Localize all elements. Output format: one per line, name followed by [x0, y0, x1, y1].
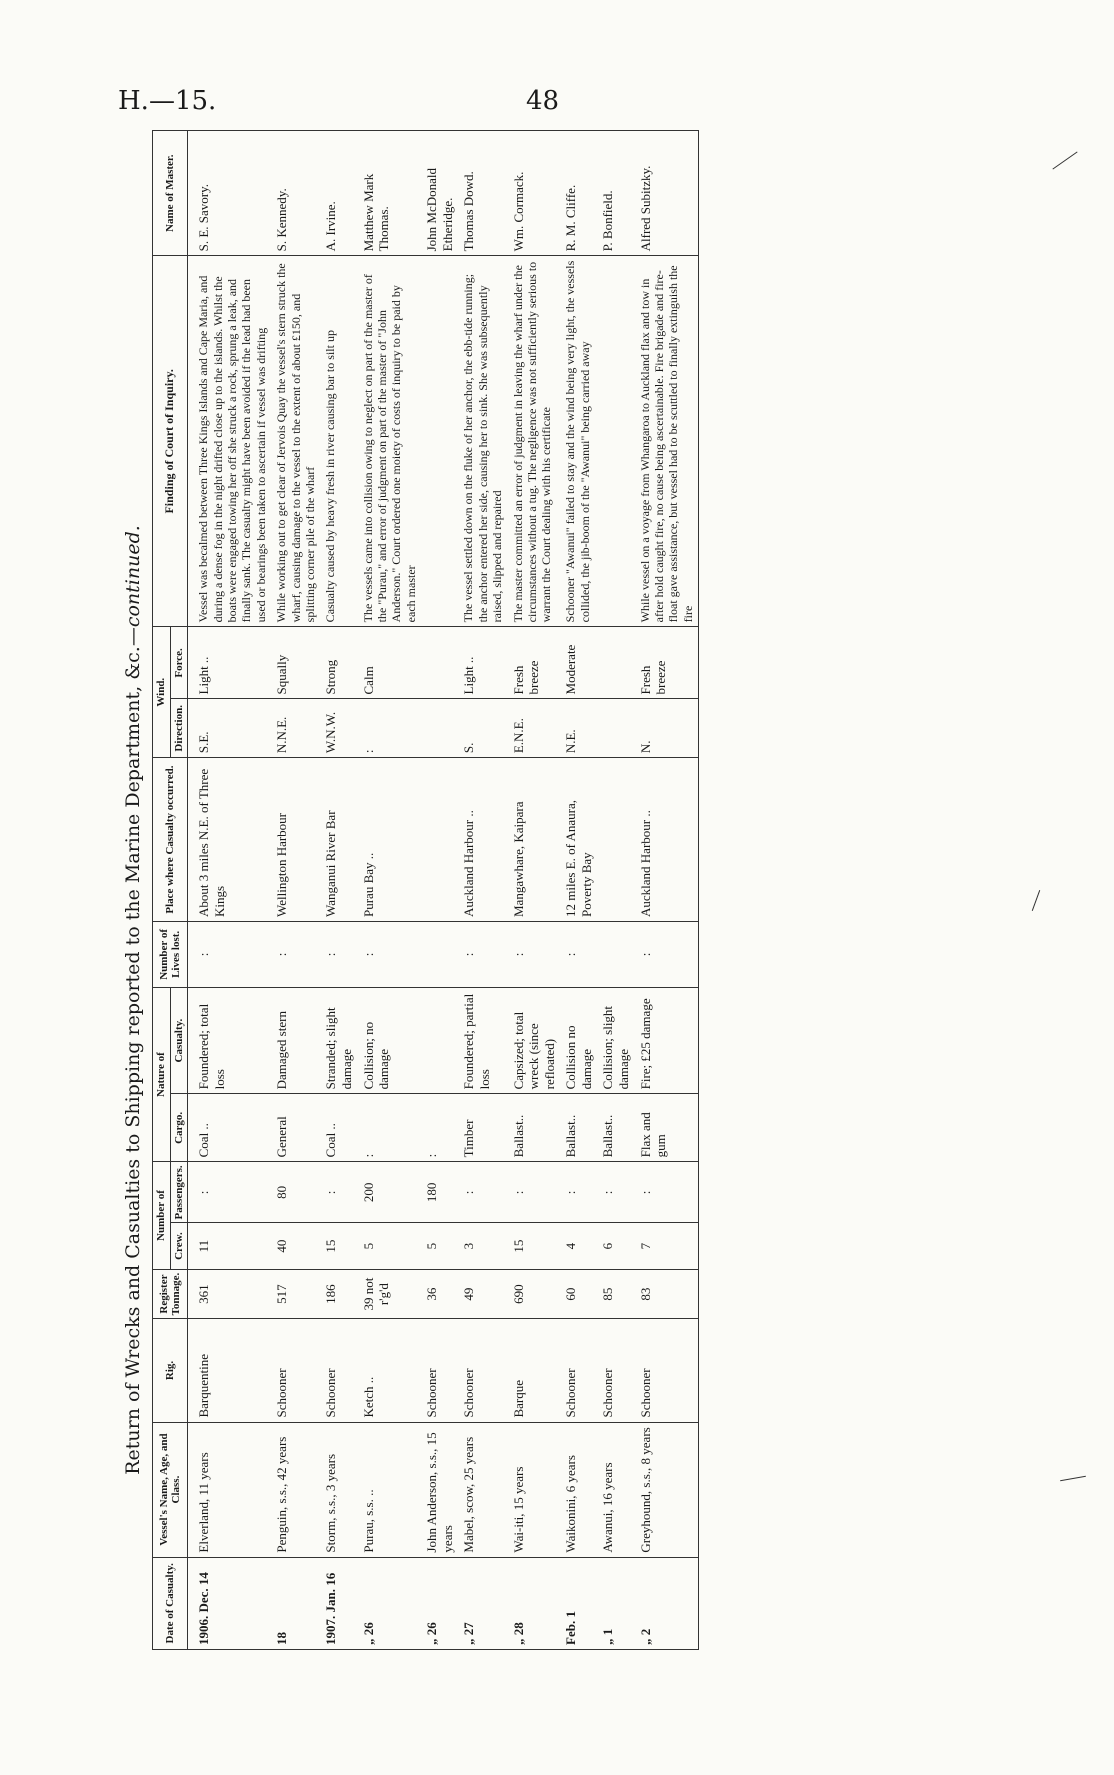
cell-tonnage: 690: [508, 1269, 561, 1319]
cell-master: Wm. Cormack.: [508, 131, 561, 256]
table-body: [188, 131, 699, 1650]
cell-tonnage: 49: [458, 1269, 507, 1319]
cell-vessel: Storm, s.s., 3 years: [320, 1422, 357, 1557]
cell-crew: 15: [508, 1223, 561, 1269]
cell-rig: Barquentine: [188, 1319, 271, 1422]
col-vessel: Vessel's Name, Age, and Class.: [153, 1422, 188, 1557]
cell-casualty: Fire; £25 damage: [635, 987, 699, 1094]
cell-force: [597, 627, 634, 699]
cell-lives: :: [508, 922, 561, 988]
cell-cargo: General: [271, 1094, 320, 1162]
cell-passengers: :: [320, 1162, 357, 1223]
cell-cargo: Ballast..: [508, 1094, 561, 1162]
cell-passengers: :: [188, 1162, 271, 1223]
cell-casualty: Stranded; slight damage: [320, 987, 357, 1094]
cell-place: Auckland Harbour ..: [635, 758, 699, 922]
cell-passengers: :: [458, 1162, 507, 1223]
cell-place: 12 miles E. of Anaura, Poverty Bay: [560, 758, 597, 922]
cell-place: Purau Bay ..: [358, 758, 422, 922]
cell-passengers: :: [508, 1162, 561, 1223]
cell-tonnage: 39 not r'g'd: [358, 1269, 422, 1319]
cell-force: [421, 627, 458, 699]
cell-passengers: 80: [271, 1162, 320, 1223]
table-row: [271, 131, 320, 1650]
col-place: Place where Casualty occurred.: [153, 758, 188, 922]
col-master: Name of Master.: [153, 131, 188, 256]
cell-rig: Schooner: [597, 1319, 634, 1422]
col-cargo: Cargo.: [170, 1094, 188, 1162]
cell-finding: The vessel settled down on the fluke of her anchor, the ebb-tide running; the anchor entered her side, causing her to sink. She was subsequently raised, slipped and repaired: [458, 256, 507, 627]
cell-crew: 11: [188, 1223, 271, 1269]
title-main: Return of Wrecks and Casualties to Shipping reported to the Marine Department, &c.: [122, 646, 144, 1475]
cell-place: Auckland Harbour ..: [458, 758, 507, 922]
cell-direction: :: [358, 699, 422, 758]
cell-vessel: Awanui, 16 years: [597, 1422, 634, 1557]
cell-date: 1907. Jan. 16: [320, 1557, 357, 1649]
col-passengers: Passengers.: [170, 1162, 188, 1223]
col-tonnage: Register Tonnage.: [153, 1269, 188, 1319]
page-code: H.—15.: [118, 86, 217, 116]
col-number-of: Number of: [153, 1162, 171, 1269]
cell-cargo: :: [358, 1094, 422, 1162]
cell-cargo: Timber: [458, 1094, 507, 1162]
cell-cargo: :: [421, 1094, 458, 1162]
cell-rig: Schooner: [560, 1319, 597, 1422]
cell-vessel: Purau, s.s. ..: [358, 1422, 422, 1557]
cell-tonnage: 517: [271, 1269, 320, 1319]
cell-finding: Schooner "Awanui" failed to stay and the wind being very light, the vessels collided, the jib-boom of the "Awanui" being carried away: [560, 256, 597, 627]
cell-rig: Schooner: [320, 1319, 357, 1422]
cell-tonnage: 85: [597, 1269, 634, 1319]
cell-finding: The master committed an error of judgment in leaving the wharf under the circumstances without a tug. The negligence was not sufficiently serious to warrant the Court dealing with his certificate: [508, 256, 561, 627]
cell-crew: 3: [458, 1223, 507, 1269]
cell-master: John McDonald Etheridge.: [421, 131, 458, 256]
cell-passengers: :: [560, 1162, 597, 1223]
cell-lives: [597, 922, 634, 988]
cell-vessel: Greyhound, s.s., 8 years: [635, 1422, 699, 1557]
cell-lives: [421, 922, 458, 988]
cell-force: Fresh breeze: [508, 627, 561, 699]
cell-master: R. M. Cliffe.: [560, 131, 597, 256]
table-row: [597, 131, 634, 1650]
cell-tonnage: 83: [635, 1269, 699, 1319]
cell-direction: N.N.E.: [271, 699, 320, 758]
cell-cargo: Coal ..: [188, 1094, 271, 1162]
cell-tonnage: 60: [560, 1269, 597, 1319]
cell-direction: S.E.: [188, 699, 271, 758]
cell-casualty: [421, 987, 458, 1094]
cell-finding: While vessel on a voyage from Whangaroa to Auckland flax and tow in after hold caught fire, no cause being ascertainable. Fire brigade and fire-float gave assistance, but vessel had to be scuttled to finally extinguish the fire: [635, 256, 699, 627]
cell-rig: Barque: [508, 1319, 561, 1422]
cell-casualty: Capsized; total wreck (since refloated): [508, 987, 561, 1094]
cell-force: Light ..: [188, 627, 271, 699]
cell-crew: 6: [597, 1223, 634, 1269]
cell-cargo: Ballast..: [560, 1094, 597, 1162]
table-row: [358, 131, 422, 1650]
cell-finding: While working out to get clear of Jervois Quay the vessel's stern struck the wharf, causing damage to the vessel to the extent of about £150, and splitting corner pile of the wharf: [271, 256, 320, 627]
cell-cargo: Coal ..: [320, 1094, 357, 1162]
cell-date: „ 1: [597, 1557, 634, 1649]
col-finding: Finding of Court of Inquiry.: [153, 256, 188, 627]
cell-rig: Schooner: [458, 1319, 507, 1422]
cell-passengers: 180: [421, 1162, 458, 1223]
cell-place: [597, 758, 634, 922]
cell-place: Mangawhare, Kaipara: [508, 758, 561, 922]
cell-date: „ 26: [358, 1557, 422, 1649]
title-suffix: —continued.: [122, 525, 144, 647]
cell-crew: 7: [635, 1223, 699, 1269]
cell-date: 18: [271, 1557, 320, 1649]
col-casualty: Casualty.: [170, 987, 188, 1094]
cell-date: „ 2: [635, 1557, 699, 1649]
col-rig: Rig.: [153, 1319, 188, 1422]
page-number: 48: [526, 86, 560, 116]
cell-vessel: John Anderson, s.s., 15 years: [421, 1422, 458, 1557]
cell-crew: 40: [271, 1223, 320, 1269]
cell-casualty: Foundered; total loss: [188, 987, 271, 1094]
cell-casualty: Collision; no damage: [358, 987, 422, 1094]
cell-place: Wellington Harbour: [271, 758, 320, 922]
cell-lives: :: [635, 922, 699, 988]
col-force: Force.: [170, 627, 188, 699]
cell-force: Calm: [358, 627, 422, 699]
cell-vessel: Wai-iti, 15 years: [508, 1422, 561, 1557]
cell-date: „ 27: [458, 1557, 507, 1649]
cell-finding: Casualty caused by heavy fresh in river causing bar to silt up: [320, 256, 357, 627]
cell-finding: Vessel was becalmed between Three Kings Islands and Cape Maria, and during a dense fog in the night drifted close up to the islands. Whilst the boats were engaged towing her off she struck a rock, sprung a leak, and finally sank. The casualty might have been avoided if the lead had been used or bearings been taken to ascertain if vessel was drifting: [188, 256, 271, 627]
cell-lives: :: [320, 922, 357, 988]
cell-master: Alfred Subitzky.: [635, 131, 699, 256]
cell-finding: The vessels came into collision owing to neglect on part of the master of the "Purau," and error of judgment on part of the master of "John Anderson." Court ordered one moiety of costs of inquiry to be paid by each master: [358, 256, 422, 627]
cell-casualty: Damaged stern: [271, 987, 320, 1094]
cell-casualty: Collision no damage: [560, 987, 597, 1094]
cell-direction: S.: [458, 699, 507, 758]
cell-rig: Schooner: [271, 1319, 320, 1422]
cell-cargo: Flax and gum: [635, 1094, 699, 1162]
cell-date: „ 28: [508, 1557, 561, 1649]
cell-place: [421, 758, 458, 922]
col-nature-of: Nature of: [153, 987, 171, 1162]
cell-master: Matthew Mark Thomas.: [358, 131, 422, 256]
cell-force: Strong: [320, 627, 357, 699]
cell-master: Thomas Dowd.: [458, 131, 507, 256]
cell-crew: 5: [421, 1223, 458, 1269]
casualties-table: [152, 130, 699, 1650]
table-row: [635, 131, 699, 1650]
cell-crew: 4: [560, 1223, 597, 1269]
table-row: [508, 131, 561, 1650]
cell-vessel: Elverland, 11 years: [188, 1422, 271, 1557]
cell-direction: [597, 699, 634, 758]
table-row: [421, 131, 458, 1650]
table-title: [118, 350, 148, 1650]
table-row: [458, 131, 507, 1650]
cell-vessel: Waikonini, 6 years: [560, 1422, 597, 1557]
cell-casualty: Foundered; partial loss: [458, 987, 507, 1094]
table-row: [188, 131, 271, 1650]
cell-passengers: :: [597, 1162, 634, 1223]
rotated-table-region: [118, 0, 1078, 1650]
cell-master: S. E. Savory.: [188, 131, 271, 256]
cell-tonnage: 36: [421, 1269, 458, 1319]
cell-date: „ 26: [421, 1557, 458, 1649]
cell-force: Squally: [271, 627, 320, 699]
cell-vessel: Mabel, scow, 25 years: [458, 1422, 507, 1557]
cell-master: S. Kennedy.: [271, 131, 320, 256]
cell-force: Fresh breeze: [635, 627, 699, 699]
cell-finding: [597, 256, 634, 627]
cell-force: Light ..: [458, 627, 507, 699]
cell-direction: W.N.W.: [320, 699, 357, 758]
cell-place: Wanganui River Bar: [320, 758, 357, 922]
cell-crew: 5: [358, 1223, 422, 1269]
cell-date: 1906. Dec. 14: [188, 1557, 271, 1649]
cell-passengers: 200: [358, 1162, 422, 1223]
cell-force: Moderate: [560, 627, 597, 699]
cell-finding: [421, 256, 458, 627]
cell-direction: [421, 699, 458, 758]
col-wind: Wind.: [153, 627, 171, 758]
cell-lives: :: [358, 922, 422, 988]
cell-rig: Ketch ..: [358, 1319, 422, 1422]
cell-passengers: :: [635, 1162, 699, 1223]
cell-casualty: Collision; slight damage: [597, 987, 634, 1094]
col-direction: Direction.: [170, 699, 188, 758]
cell-lives: :: [458, 922, 507, 988]
cell-lives: :: [271, 922, 320, 988]
cell-rig: Schooner: [635, 1319, 699, 1422]
cell-rig: Schooner: [421, 1319, 458, 1422]
cell-master: A. Irvine.: [320, 131, 357, 256]
cell-direction: E.N.E.: [508, 699, 561, 758]
col-crew: Crew.: [170, 1223, 188, 1269]
cell-crew: 15: [320, 1223, 357, 1269]
table-row: [560, 131, 597, 1650]
table-row: [320, 131, 357, 1650]
cell-tonnage: 361: [188, 1269, 271, 1319]
col-date: Date of Casualty.: [153, 1557, 188, 1649]
cell-place: About 3 miles N.E. of Three Kings: [188, 758, 271, 922]
cell-direction: N.: [635, 699, 699, 758]
cell-tonnage: 186: [320, 1269, 357, 1319]
cell-date: Feb. 1: [560, 1557, 597, 1649]
cell-lives: :: [560, 922, 597, 988]
cell-lives: :: [188, 922, 271, 988]
cell-master: P. Bonfield.: [597, 131, 634, 256]
cell-vessel: Penguin, s.s., 42 years: [271, 1422, 320, 1557]
cell-direction: N.E.: [560, 699, 597, 758]
col-lives: Number of Lives lost.: [153, 922, 188, 988]
cell-cargo: Ballast..: [597, 1094, 634, 1162]
